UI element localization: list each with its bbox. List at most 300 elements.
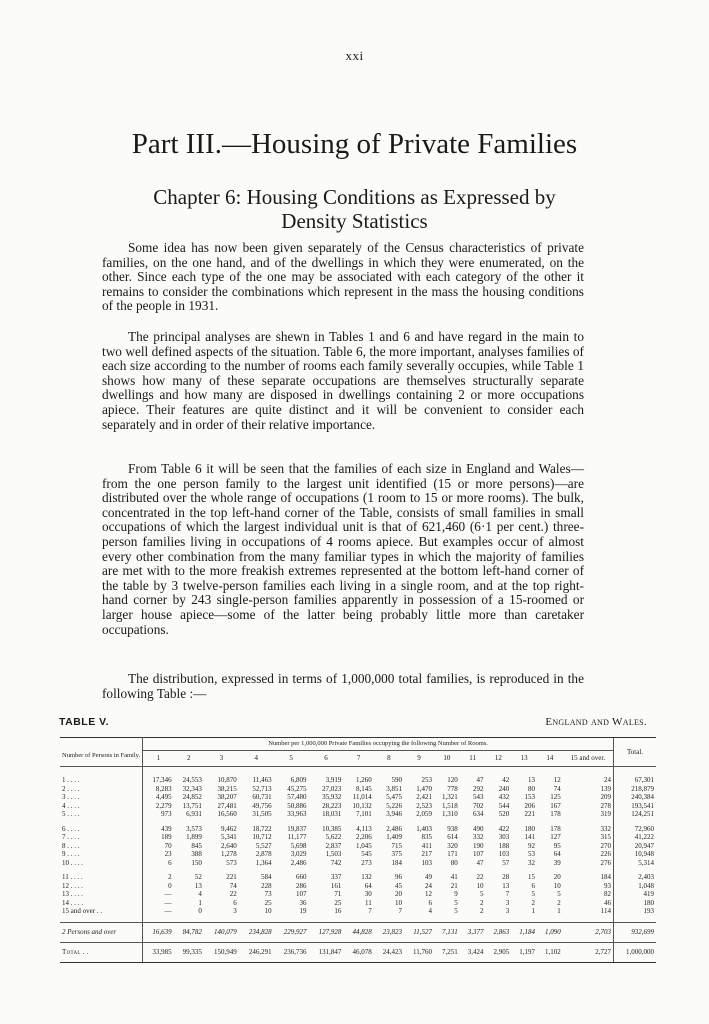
row-label: 12 . . . . xyxy=(60,882,143,891)
table-cell: 332 xyxy=(600,824,612,833)
table-cell: 47 xyxy=(476,776,484,784)
table-cell: 28,223 xyxy=(322,801,342,810)
table-cell: 11,527 xyxy=(404,922,434,942)
row-total: 193,541 xyxy=(614,802,656,811)
table-cell: 103 xyxy=(421,858,433,867)
paragraph-2: The principal analyses are shewn in Tables 1 and 6 and have regard in the main to two well defined aspects of the situation. Table 6, the more important, analyses families of each size according to the number of rooms each family severally occupies, while Table 1 shows how many of these separate occupations are themselves structurally separate dwellings and how many are disposed in dwellings containing 2 or more occupations apiece. Their features are quite distinct and it will be convenient to consider each separately and in order of their relative importance. xyxy=(102,329,584,432)
table-cell: 1,321 xyxy=(442,793,458,801)
table-cell: 6,931 xyxy=(186,810,202,818)
room-header: 1 xyxy=(143,751,174,767)
table-cell: 33,963 xyxy=(287,810,307,818)
table-cell: 2,421 xyxy=(416,793,433,801)
room-header: 6 xyxy=(309,751,344,767)
row-total: 2,403 xyxy=(614,873,656,882)
table-cell: 5,698 xyxy=(290,841,307,850)
table-cell: 45 xyxy=(395,881,403,890)
table-cell: — xyxy=(164,898,172,907)
table-row xyxy=(60,810,656,819)
table-cell: 217 xyxy=(421,850,433,858)
table-cell: 45,275 xyxy=(287,784,307,793)
table-cell: 2,059 xyxy=(416,810,433,818)
table-cell: 96 xyxy=(395,873,403,881)
table-cell: 320 xyxy=(447,841,458,850)
table-cell: 10,132 xyxy=(352,801,372,810)
table-cell: 42 xyxy=(502,776,510,784)
table-cell: 24 xyxy=(425,881,433,890)
table-cell: 127,928 xyxy=(309,922,344,942)
table-row xyxy=(60,873,656,882)
table-cell: 236,736 xyxy=(274,942,309,962)
table-cell: 2,703 xyxy=(563,922,614,942)
table-cell: 221 xyxy=(226,873,237,881)
table-cell: 132 xyxy=(361,873,372,881)
table-cell: 25 xyxy=(264,898,272,907)
table-cell: 11,760 xyxy=(404,942,434,962)
table-cell: 411 xyxy=(421,841,433,850)
table-cell: — xyxy=(164,890,172,898)
table-cell: 178 xyxy=(550,810,561,818)
table-cell: 4 xyxy=(198,890,202,898)
table-cell: 315 xyxy=(600,833,612,841)
table-cell: 16 xyxy=(334,907,342,915)
table-cell: 1,403 xyxy=(416,824,433,833)
table-cell: 1,260 xyxy=(355,776,372,784)
table-cell: 9,462 xyxy=(221,824,237,833)
table-cell: 10 xyxy=(264,907,272,915)
table-cell: 1,518 xyxy=(442,801,458,810)
table-cell: 41 xyxy=(450,873,458,881)
table-row xyxy=(60,882,656,891)
row-total: 41,222 xyxy=(614,833,656,842)
table-cell: 31,505 xyxy=(252,810,272,818)
table-cell: 6 xyxy=(428,898,433,907)
table-cell: 422 xyxy=(498,824,510,833)
table-cell: 12 xyxy=(553,776,561,784)
row-total: 180 xyxy=(614,899,656,908)
table-cell: 25 xyxy=(334,898,342,907)
table-cell: 7 xyxy=(368,907,372,915)
table-cell: 30 xyxy=(364,890,372,898)
table-cell: 16,560 xyxy=(217,810,237,818)
table-cell: 171 xyxy=(447,850,458,858)
table-cell: 107 xyxy=(473,850,484,858)
table-cell: 188 xyxy=(498,841,510,850)
table-cell: 184 xyxy=(391,858,403,867)
table-cell: 5,475 xyxy=(386,793,403,801)
table-cell: 7 xyxy=(505,890,510,898)
room-header: 2 xyxy=(174,751,204,767)
table-cell: — xyxy=(164,907,172,915)
table-cell: 12 xyxy=(425,890,433,898)
table-cell: 1,409 xyxy=(386,833,403,841)
table-cell: 590 xyxy=(391,776,403,784)
table-row xyxy=(60,942,656,962)
table-cell: 99,335 xyxy=(174,942,204,962)
row-total: 193 xyxy=(614,907,656,916)
table-cell: 18,722 xyxy=(252,824,272,833)
table-cell: 6 xyxy=(233,898,237,907)
table-cell: 2,486 xyxy=(386,824,403,833)
table-cell: 253 xyxy=(421,776,433,784)
table-cell: 270 xyxy=(600,841,612,850)
table-cell: 153 xyxy=(524,793,536,801)
table-cell: 60,731 xyxy=(252,793,272,801)
table-cell: 5 xyxy=(480,890,484,898)
row-label: 10 . . . . xyxy=(60,859,143,868)
table-cell: 7,251 xyxy=(434,942,460,962)
table-cell: 1,503 xyxy=(325,850,342,858)
table-cell: 3,377 xyxy=(460,922,486,942)
table-cell: 520 xyxy=(498,810,510,818)
table-region: England and Wales. xyxy=(545,716,647,728)
table-cell: 276 xyxy=(600,858,612,867)
table-cell: 24,852 xyxy=(182,793,202,801)
table-cell: 53 xyxy=(528,850,536,858)
table-cell: 70 xyxy=(164,841,172,850)
table-cell: 24,553 xyxy=(182,776,202,784)
table-cell: 74 xyxy=(229,881,237,890)
table-cell: 125 xyxy=(550,793,561,801)
table-cell: 8,283 xyxy=(155,784,172,793)
room-header: 4 xyxy=(239,751,274,767)
row-total: 1,048 xyxy=(614,882,656,891)
table-cell: 432 xyxy=(498,793,510,801)
table-cell: 5 xyxy=(531,890,536,898)
table-cell: 19,837 xyxy=(287,824,307,833)
table-cell: 82 xyxy=(604,890,612,898)
table-cell: 490 xyxy=(473,824,484,833)
table-cell: 17,346 xyxy=(152,776,172,784)
table-cell: 4,495 xyxy=(155,793,172,801)
table-cell: 303 xyxy=(498,833,510,841)
table-cell: 614 xyxy=(447,833,458,841)
table-row xyxy=(60,907,656,916)
paragraph-4: The distribution, expressed in terms of 1,000,000 total families, is reproduced in the following Table :— xyxy=(102,671,584,701)
table-cell: 11,014 xyxy=(352,793,372,801)
table-cell: 49,756 xyxy=(252,801,272,810)
table-cell: 35,932 xyxy=(322,793,342,801)
table-cell: 28 xyxy=(502,873,510,881)
table-cell: 5 xyxy=(454,907,458,915)
row-label: 2 Persons and over xyxy=(60,922,143,942)
table-cell: 178 xyxy=(550,824,561,833)
table-cell: 64 xyxy=(364,881,372,890)
row-label: 8 . . . . xyxy=(60,842,143,851)
row-total: 419 xyxy=(614,890,656,899)
table-cell: 2,837 xyxy=(325,841,342,850)
table-label: TABLE V. xyxy=(59,716,110,728)
row-total: 72,960 xyxy=(614,825,656,834)
table-cell: 10 xyxy=(395,898,403,907)
table-row xyxy=(60,842,656,851)
table-cell: 107 xyxy=(296,890,307,898)
table-cell: 127 xyxy=(550,833,561,841)
row-label: 3 . . . . xyxy=(60,793,143,802)
row-total: 218,879 xyxy=(614,785,656,794)
room-header: 3 xyxy=(204,751,239,767)
table-cell: 71 xyxy=(334,890,342,898)
table-cell: 92 xyxy=(528,841,536,850)
table-cell: 21 xyxy=(450,881,458,890)
table-cell: 0 xyxy=(198,907,202,915)
row-label: Total . . xyxy=(60,942,143,962)
table-row xyxy=(60,767,656,785)
table-cell: 167 xyxy=(550,801,561,810)
row-total: 1,000,000 xyxy=(614,942,656,962)
table-row xyxy=(60,922,656,942)
table-cell: 11,177 xyxy=(287,833,307,841)
table-cell: 1,102 xyxy=(537,942,563,962)
table-cell: 1,899 xyxy=(186,833,202,841)
table-cell: 2 xyxy=(168,873,172,881)
table-cell: 73 xyxy=(264,890,272,898)
table-cell: 114 xyxy=(600,907,612,915)
table-cell: 10,712 xyxy=(252,833,272,841)
table-cell: 273 xyxy=(361,858,372,867)
table-cell: 835 xyxy=(421,833,433,841)
table-cell: 6,809 xyxy=(290,776,307,784)
table-cell: 3 xyxy=(505,898,510,907)
row-label: 7 . . . . xyxy=(60,833,143,842)
table-cell: 7 xyxy=(398,907,403,915)
row-label: 13 . . . . xyxy=(60,890,143,899)
table-cell: 584 xyxy=(261,873,272,881)
table-cell: 206 xyxy=(524,801,536,810)
table-cell: 184 xyxy=(600,873,612,881)
table-cell: 2 xyxy=(557,898,561,907)
table-cell: 337 xyxy=(330,873,342,881)
table-cell: 57 xyxy=(502,858,510,867)
room-header: 10 xyxy=(434,751,460,767)
table-cell: 3 xyxy=(505,907,510,915)
table-cell: 1,045 xyxy=(355,841,372,850)
table-cell: 634 xyxy=(473,810,484,818)
table-cell: 845 xyxy=(191,841,202,850)
table-cell: 221 xyxy=(524,810,536,818)
chapter-title-line-2: Density Statistics xyxy=(281,209,428,233)
row-total: 10,948 xyxy=(614,850,656,859)
table-cell: 141 xyxy=(524,833,536,841)
table-cell: 20 xyxy=(553,873,561,881)
table-cell: 742 xyxy=(330,858,342,867)
table-cell: 3,029 xyxy=(290,850,307,858)
room-header-row xyxy=(60,751,656,767)
table-cell: 13,751 xyxy=(182,801,202,810)
table-cell: 80 xyxy=(528,784,536,793)
table-cell: 3,851 xyxy=(386,784,403,793)
table-cell: 2,878 xyxy=(255,850,272,858)
table-cell: 938 xyxy=(447,824,458,833)
part-title: Part III.—Housing of Private Families xyxy=(131,128,578,160)
table-cell: 1,090 xyxy=(537,922,563,942)
table-cell: 2,279 xyxy=(155,801,172,810)
room-header: 5 xyxy=(274,751,309,767)
table-cell: 74 xyxy=(553,784,561,793)
table-cell: 292 xyxy=(473,784,484,793)
room-header: 13 xyxy=(511,751,537,767)
table-cell: 1,310 xyxy=(442,810,458,818)
table-cell: 2 xyxy=(531,898,536,907)
table-cell: 15 xyxy=(528,873,536,881)
table-cell: 20 xyxy=(395,890,403,898)
table-cell: 189 xyxy=(161,833,172,841)
table-cell: 1,470 xyxy=(416,784,433,793)
row-label: 5 . . . . xyxy=(60,810,143,819)
table-cell: 1 xyxy=(531,907,536,915)
table-body xyxy=(60,767,656,963)
table-cell: 240 xyxy=(498,784,510,793)
row-label: 6 . . . . xyxy=(60,825,143,834)
table-cell: 286 xyxy=(296,881,307,890)
table-cell: 16,639 xyxy=(143,922,174,942)
table-cell: 2,863 xyxy=(486,922,512,942)
room-header: 14 xyxy=(537,751,563,767)
table-cell: 57,480 xyxy=(287,793,307,801)
table-cell: 22 xyxy=(229,890,237,898)
rooms-spanning-header: Number per 1,000,000 Private Families occupying the following Number of Rooms. xyxy=(143,738,614,751)
table-row xyxy=(60,899,656,908)
paragraph-1: Some idea has now been given separately of the Census characteristics of private families, on the one hand, and of the dwellings in which they were enumerated, on the other. Since each type of the one may be associated with each category of the other it remains to consider the combinations which represent in the mass the housing conditions of the people in 1931. xyxy=(102,240,584,314)
table-cell: 32,343 xyxy=(182,784,202,793)
table-cell: 38,215 xyxy=(217,784,237,793)
table-cell: 6 xyxy=(168,858,172,867)
density-table xyxy=(60,737,656,963)
table-cell: 375 xyxy=(391,850,403,858)
table-row xyxy=(60,833,656,842)
table-cell: 5 xyxy=(454,898,458,907)
table-cell: 38,207 xyxy=(217,793,237,801)
table-cell: 1,364 xyxy=(255,858,272,867)
table-cell: 23,823 xyxy=(374,922,404,942)
table-cell: 332 xyxy=(473,833,484,841)
table-cell: 27,023 xyxy=(322,784,342,793)
table-cell: 19 xyxy=(299,907,307,915)
table-cell: 1 xyxy=(198,898,202,907)
table-cell: 319 xyxy=(600,810,612,818)
table-cell: 209 xyxy=(600,793,612,801)
table-row xyxy=(60,793,656,802)
table-row xyxy=(60,850,656,859)
table-row xyxy=(60,785,656,794)
table-cell: 2,727 xyxy=(563,942,614,962)
table-cell: 234,828 xyxy=(239,922,274,942)
room-header: 7 xyxy=(343,751,373,767)
room-header: 15 and over. xyxy=(563,751,614,767)
table-cell: 10 xyxy=(476,881,484,890)
table-cell: 10 xyxy=(553,881,561,890)
row-total: 240,384 xyxy=(614,793,656,802)
table-cell: 180 xyxy=(524,824,536,833)
table-cell: 23 xyxy=(164,850,172,858)
table-cell: 0 xyxy=(168,881,172,890)
table-cell: 13 xyxy=(528,776,536,784)
table-cell: 32 xyxy=(528,858,536,867)
table-row xyxy=(60,802,656,811)
table-cell: 131,847 xyxy=(309,942,344,962)
table-cell: 9 xyxy=(454,890,458,898)
table-cell: 7,131 xyxy=(434,922,460,942)
table-cell: 4 xyxy=(428,907,433,915)
table-cell: 27,481 xyxy=(217,801,237,810)
table-cell: 5,226 xyxy=(386,801,403,810)
table-cell: 39 xyxy=(553,858,561,867)
table-cell: 18,031 xyxy=(322,810,342,818)
table-cell: 246,291 xyxy=(239,942,274,962)
table-cell: 139 xyxy=(600,784,612,793)
table-cell: 10,385 xyxy=(322,824,342,833)
table-cell: 150,949 xyxy=(204,942,239,962)
table-cell: 52 xyxy=(194,873,202,881)
table-cell: 228 xyxy=(261,881,272,890)
table-cell: 150 xyxy=(191,858,202,867)
table-cell: 388 xyxy=(191,850,202,858)
room-header: 12 xyxy=(486,751,512,767)
room-header: 9 xyxy=(404,751,434,767)
row-total: 5,314 xyxy=(614,859,656,868)
table-cell: 1,184 xyxy=(511,922,537,942)
table-cell: 4,113 xyxy=(356,824,372,833)
table-cell: 24 xyxy=(604,776,612,784)
table-cell: 439 xyxy=(161,824,172,833)
table-cell: 11 xyxy=(364,898,372,907)
table-cell: 973 xyxy=(161,810,172,818)
table-cell: 2,486 xyxy=(290,858,307,867)
table-cell: 5,341 xyxy=(221,833,237,841)
paragraph-3: From Table 6 it will be seen that the families of each size in England and Wales—from the one person family to the largest unit identified (15 or more persons)—are distributed over the whole range of occupations (1 room to 15 or more rooms). The bulk, concentrated in the top left-hand corner of the Table, consists of small families in small occupations of which the largest individual unit is that of 621,460 (6·1 per cent.) three-person families living in occupations of 4 rooms apiece. But examples occur of almost every other combination from the many familiar types in which the majority of families are met with to the more freakish extremes represented at the bottom left-hand corner of the table by 3 twelve-person families each living in a single room, and at the top right-hand corner by 243 single-person families apparently in possession of a 15-roomed or larger house apiece—some of the latter being probably little more than caretaker occupations. xyxy=(102,461,584,637)
table-cell: 3,424 xyxy=(460,942,486,962)
row-label: 9 . . . . xyxy=(60,850,143,859)
table-cell: 2 xyxy=(480,898,484,907)
table-cell: 24,423 xyxy=(374,942,404,962)
table-cell: 64 xyxy=(553,850,561,858)
row-label: 15 and over . . xyxy=(60,907,143,916)
row-label: 1 . . . . xyxy=(60,767,143,785)
table-cell: 5 xyxy=(557,890,561,898)
table-cell: 44,828 xyxy=(343,922,373,942)
table-cell: 2,523 xyxy=(416,801,433,810)
row-total: 20,947 xyxy=(614,842,656,851)
room-header: 8 xyxy=(374,751,404,767)
table-row xyxy=(60,859,656,868)
table-cell: 46 xyxy=(604,898,612,907)
table-cell: 5,527 xyxy=(255,841,272,850)
row-label: 4 . . . . xyxy=(60,802,143,811)
table-cell: 1,278 xyxy=(221,850,237,858)
table-cell: 778 xyxy=(447,784,458,793)
table-cell: 95 xyxy=(553,841,561,850)
table-cell: 50,886 xyxy=(287,801,307,810)
table-cell: 33,985 xyxy=(143,942,174,962)
table-cell: 1,197 xyxy=(511,942,537,962)
row-label: 2 . . . . xyxy=(60,785,143,794)
room-header: 11 xyxy=(460,751,486,767)
table-cell: 190 xyxy=(473,841,484,850)
table-cell: 47 xyxy=(476,858,484,867)
table-cell: 2,905 xyxy=(486,942,512,962)
row-total: 67,301 xyxy=(614,767,656,785)
table-cell: 13 xyxy=(502,881,510,890)
row-label: 11 . . . . xyxy=(60,873,143,882)
table-cell: 3,946 xyxy=(386,810,403,818)
table-cell: 6 xyxy=(531,881,536,890)
table-cell: 2,640 xyxy=(221,841,237,850)
row-total: 124,251 xyxy=(614,810,656,819)
chapter-title xyxy=(0,185,709,233)
chapter-title-line-1: Chapter 6: Housing Conditions as Expressed by xyxy=(153,185,556,209)
table-cell: 93 xyxy=(604,881,612,890)
table-cell: 544 xyxy=(498,801,510,810)
table-cell: 36 xyxy=(299,898,307,907)
